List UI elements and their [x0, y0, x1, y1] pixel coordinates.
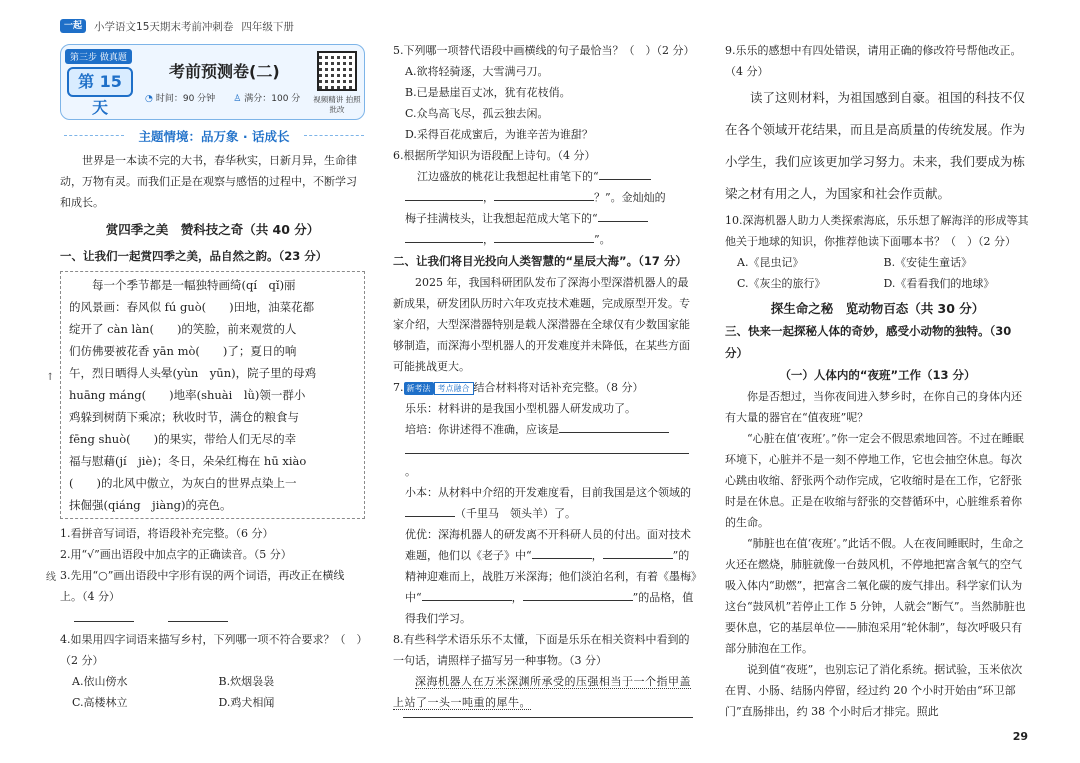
dialogue-text: 小本：从材料中介绍的开发难度看，目前我国是这个领域的: [405, 486, 691, 499]
q10-option-c[interactable]: C.《灰尘的旅行》: [737, 277, 826, 290]
q8-sample-text: 深海机器人在万米深渊所承受的压强相当于一个指甲盖上站了一头一吨重的犀牛。: [393, 675, 691, 709]
q10-options-row: [725, 273, 1030, 294]
person-icon: ♙: [233, 94, 242, 104]
q6-line-4: ， ”。: [393, 229, 698, 250]
question-8: 8.有些科学术语乐乐不太懂，下面是乐乐在相关资料中看到的一句话，请照样子描写另一种事物。（3 分）: [393, 633, 690, 667]
answer-blank[interactable]: [559, 419, 669, 433]
section-1-heading: 一、让我们一起赏四季之美，品自然之韵。（23 分）: [60, 249, 328, 263]
q4-option-c[interactable]: C.高楼林立: [72, 696, 128, 709]
question-6: 6.根据所学知识为语段配上诗句。（4 分）: [393, 149, 596, 162]
column-2: [393, 40, 698, 718]
q4-option-a[interactable]: A.依山傍水: [72, 675, 128, 688]
running-header: [60, 16, 390, 36]
answer-blank[interactable]: [603, 545, 673, 559]
q5-option-a[interactable]: A.欲将轻骑逐，大雪满弓刀。: [405, 65, 549, 78]
step-tag: 第三步 做真题: [65, 49, 132, 64]
q10-option-b[interactable]: B.《安徒生童话》: [883, 256, 973, 269]
passage-line: 绽开了 càn làn( )的笑脸，前来观赏的人: [69, 322, 297, 336]
q4-option-d[interactable]: D.鸡犬相闻: [218, 696, 275, 709]
passage-line: 午，烈日晒得人头晕(yùn yūn)，院子里的母鸡: [69, 366, 317, 380]
q9-text[interactable]: 读了这则材料，为祖国感到自豪。祖国的科技不仅在各个领域开花结果，而且是高质量的传统发展。作为小学生，我们应该更加学习努力。未来，我们要成为栋梁之材有用之人，为国家和社会作贡献。: [725, 90, 1026, 201]
answer-blank[interactable]: [523, 587, 633, 601]
answer-blank[interactable]: [405, 229, 483, 243]
passage-line: 鸡躲到树荫下乘凉；秋收时节，满仓的粮食与: [69, 410, 299, 424]
q5-option-d[interactable]: D.采得百花成蜜后，为谁辛苦为谁甜？: [405, 128, 593, 141]
q4-options-row: [60, 671, 365, 692]
dialogue-2-cont: 。: [393, 440, 698, 482]
passage-line: 福与慰藉(jí jiè)；冬日，朵朵红梅在 hū xiào: [69, 454, 307, 468]
section-3-heading: 三、快来一起探秘人体的奇妙，感受小动物的独特。（30 分）: [725, 324, 1012, 360]
answer-blank[interactable]: [598, 208, 648, 222]
passage-line: ( )的北风中傲立，为灰白的世界点染上一: [69, 476, 297, 490]
new-format-tag: 新考法: [404, 382, 434, 395]
q10-option-d[interactable]: D.《看看我们的地球》: [883, 277, 995, 290]
dialogue-text: 优优：深海机器人的研发离不开科研人员的付出。面对技术难题，他们以《老子》中“: [405, 528, 691, 562]
q7-number: 7.: [393, 381, 404, 394]
question-9: 9.乐乐的感想中有四处错误，请用正确的修改符号帮他改正。（4 分）: [725, 44, 1022, 78]
page-number: 29: [1012, 730, 1028, 743]
answer-blank[interactable]: [599, 166, 651, 180]
q6-line-1: [393, 166, 698, 187]
news-paragraph: 2025 年，我国科研团队发布了深海小型深潜机器人的最新成果，研发团队历时六年攻克技术难题，完成原型开发。专家介绍，大型深潜器特别是载人深潜器在全球仅有少数国家能够制造，而深海小型机器人的开发难度并未降低，在某些方面可能挑战更大。: [393, 276, 690, 373]
q5-option-c[interactable]: C.众鸟高飞尽，孤云独去闲。: [405, 107, 549, 120]
question-2: 2.用“√”画出语段中加点字的正确读音。（5 分）: [60, 548, 292, 561]
article-paragraph: 说到值“夜班”，也别忘记了消化系统。据试验，玉米依次在胃、小肠、结肠内停留，经过约 20 个小时开始由“环卫部门”直肠排出，约 38 个小时后才排完。照此: [725, 663, 1023, 718]
question-10: 10.深海机器人助力人类探索海底，乐乐想了解海洋的形成等其他关于地球的知识，你推荐他读下面哪本书？（ ）（2 分）: [725, 214, 1029, 248]
q6-text: ”。: [594, 233, 611, 246]
dialogue-2: [393, 419, 698, 440]
answer-blank[interactable]: [494, 187, 594, 201]
integration-tag: 考点融合: [434, 382, 474, 395]
exam-title-box: [60, 44, 365, 120]
exam-score: 满分：100 分: [244, 94, 301, 104]
passage-line: 抹倔强(qiáng jiàng)的亮色。: [69, 498, 232, 512]
passage-line: 每一个季节都是一幅独特画绮(qí qǐ)丽: [92, 278, 296, 292]
q6-text: ？”。金灿灿的: [594, 191, 666, 204]
answer-blank[interactable]: [405, 503, 455, 517]
article-paragraph: “心脏在值‘夜班’。”你一定会不假思索地回答。不过在睡眠环境下，心脏并不是一刻不停地工作，它也会抽空休息。每次心跳由收缩、舒张两个动作完成，它收缩时是在工作，它舒张时是在休息。正是在收缩与舒张的交替循环中，心脏维系着你的生命。: [725, 432, 1024, 529]
dialogue-text: 培培：你讲述得不准确，应该是: [405, 423, 559, 436]
book-title: 小学语文15天期末考前冲刺卷: [94, 20, 234, 33]
answer-blank[interactable]: [168, 608, 228, 622]
day-badge: 第 15 天: [67, 67, 133, 97]
q6-text: 梅子挂满枝头，让我想起范成大笔下的“: [405, 212, 598, 225]
dialogue-1: 乐乐：材料讲的是我国小型机器人研发成功了。: [405, 402, 636, 415]
answer-blank[interactable]: [532, 545, 592, 559]
question-4: 4.如果用四字词语来描写乡村，下列哪一项不符合要求？（ ）（2 分）: [60, 633, 362, 667]
brand-logo: 一起: [60, 19, 86, 33]
answer-line[interactable]: [403, 717, 693, 718]
column-3: [725, 40, 1030, 722]
answer-blank[interactable]: [422, 587, 512, 601]
grade-label: 四年级下册: [241, 20, 294, 33]
part-1-title: 赏四季之美 赞科技之奇（共 40 分）: [105, 222, 320, 237]
q10-option-a[interactable]: A.《昆虫记》: [737, 256, 804, 269]
question-5: 5.下列哪一项替代语段中画横线的句子最恰当？（ ）（2 分）: [393, 44, 695, 57]
intro-paragraph: 世界是一本读不完的大书，春华秋实，日新月异，生命律动，万物有灵。而我们正是在观察与感悟的过程中，不断学习和成长。: [60, 154, 357, 209]
q8-sample: [393, 671, 698, 713]
binding-mark: ↑: [46, 372, 55, 383]
q6-line-3: [393, 208, 698, 229]
dialogue-text: ”的精神迎难而上，战胜万米深海；他们淡泊名利，有着《墨梅》中“: [405, 549, 697, 604]
subsection-1-heading: （一）人体内的“夜班”工作（13 分）: [779, 368, 976, 382]
exam-time: 时间：90 分钟: [155, 94, 216, 104]
answer-blank[interactable]: [74, 608, 134, 622]
clock-icon: ◔: [145, 94, 153, 104]
answer-lines-3: [60, 607, 365, 629]
q5-option-b[interactable]: B.已是悬崖百丈冰，犹有花枝俏。: [405, 86, 571, 99]
q4-options-row: [60, 692, 365, 713]
q10-options-row: [725, 252, 1030, 273]
column-1: [60, 150, 365, 713]
dialogue-4: 优优：深海机器人的研发离不开科研人员的付出。面对技术难题，他们以《老子》中“ ， ”的精神迎难而上，战胜万米深海；他们淡泊名利，有着《墨梅》中“ ， ”的品格，值得我们学习。: [405, 528, 697, 625]
passage-line: 们仿佛要被花香 yān mò( )了；夏日的响: [69, 344, 297, 358]
q7-text: 结合材料将对话补充完整。（8 分）: [473, 381, 644, 394]
passage-line: fēng shuò( )的果实，带给人们无尽的幸: [69, 432, 297, 446]
question-7: [393, 377, 698, 398]
question-3: 3.先用“○”画出语段中字形有误的两个词语，再改正在横线上。（4 分）: [60, 569, 345, 603]
theme-heading: 主题情境：品万象 · 话成长: [64, 127, 364, 145]
exam-title: 考前预测卷(二): [169, 62, 280, 81]
qr-caption: 视频精讲 拍照批改: [313, 95, 361, 114]
section-2-heading: 二、让我们将目光投向人类智慧的“星辰大海”。（17 分）: [393, 254, 687, 268]
answer-blank[interactable]: [405, 187, 483, 201]
passage-line: huāng máng( )地率(shuài lǜ)领一群小: [69, 388, 306, 402]
article-paragraph: 你是否想过，当你夜间进入梦乡时，在你自己的身体内还有大量的器官在“值夜班”呢？: [725, 390, 1022, 424]
binding-mark: 线: [46, 572, 56, 583]
passage-box: [60, 271, 365, 519]
q6-text: 江边盛放的桃花让我想起杜甫笔下的“: [417, 170, 599, 183]
qr-code-icon[interactable]: [317, 51, 357, 91]
question-1: 1.看拼音写词语，将语段补充完整。（6 分）: [60, 527, 274, 540]
passage-line: 的风景画：春风似 fú guò( )田地，油菜花都: [69, 300, 315, 314]
dialogue-text: ”的品格，值得我们学习。: [405, 591, 694, 625]
answer-blank[interactable]: [405, 440, 689, 454]
dialogue-3: [393, 482, 698, 524]
exam-meta: [145, 91, 300, 104]
q4-option-b[interactable]: B.炊烟袅袅: [218, 675, 275, 688]
answer-blank[interactable]: [494, 229, 594, 243]
article-paragraph: “肺脏也在值‘夜班’。”此话不假。人在夜间睡眠时，生命之火还在燃烧，肺脏就像一台鼓风机，不停地把富含氧气的空气吸入体内“助燃”，把富含二氧化碳的废气排出。科学家们认为这台“鼓风机”若停止工作 5 分钟，人就会“断气”。当然肺脏也要休息，它的基层单位——肺泡采用“轮休制”，每次呼吸只有部分肺泡在工作。: [725, 537, 1026, 655]
q6-line-2: ， ？”。金灿灿的: [393, 187, 698, 208]
dialogue-text: （千里马 领头羊）了。: [455, 507, 576, 520]
part-2-title: 探生命之秘 览动物百态（共 30 分）: [770, 301, 985, 316]
